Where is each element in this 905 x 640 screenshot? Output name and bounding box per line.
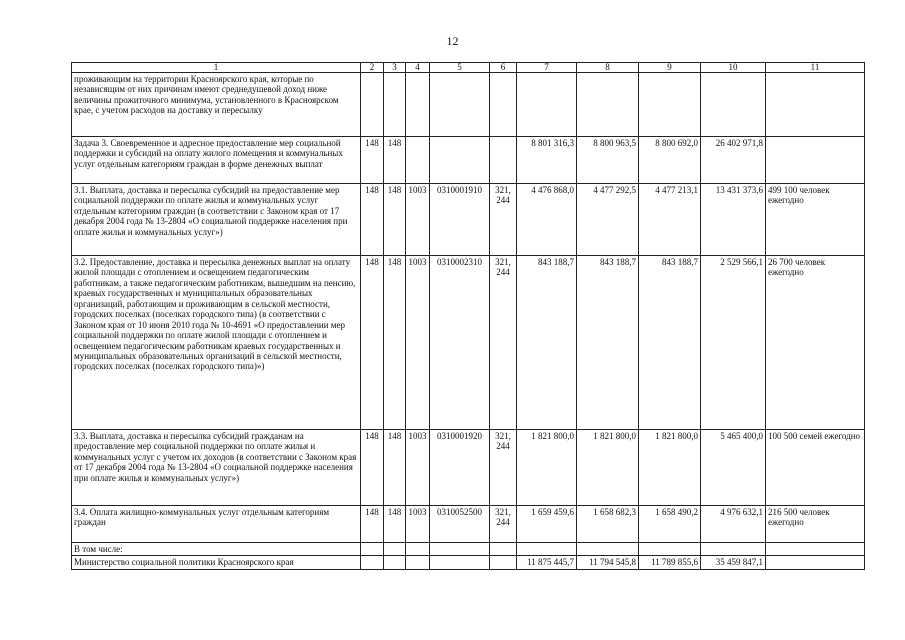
cell-c2: 148 (361, 184, 384, 256)
cell-c5 (430, 556, 490, 569)
cell-c3: 148 (384, 256, 406, 430)
table-row (72, 184, 865, 256)
row-description: проживающим на территории Красноярского края, которые по независящим от них причинам имеют среднедушевой доход ниже величины прожиточного минимума, установленного в Красноярском крае, с учетом расходов на доставку и пересылку (72, 73, 361, 137)
cell-c6: 321, 244 (490, 506, 517, 543)
cell-c4 (406, 556, 430, 569)
cell-c8: 11 794 545,8 (577, 556, 639, 569)
header-cell: 3 (384, 63, 406, 73)
header-cell: 1 (72, 63, 361, 73)
cell-c3: 148 (384, 184, 406, 256)
cell-c2 (361, 543, 384, 556)
row-description: 3.3. Выплата, доставка и пересылка субсидий гражданам на предоставление мер социальной поддержки по оплате жилья и коммунальных услуг с учетом их доходов (в соответствии с Законом края от 17 декабря 2004 года № 13-2804 «О социальной поддержке населения при оплате жилья и коммунальных услуг») (72, 430, 361, 506)
header-cell: 2 (361, 63, 384, 73)
table-row (72, 543, 865, 556)
cell-c7: 1 659 459,6 (517, 506, 577, 543)
cell-c2: 148 (361, 430, 384, 506)
cell-c8 (577, 543, 639, 556)
cell-c4: 1003 (406, 184, 430, 256)
cell-c10: 4 976 632,1 (701, 506, 766, 543)
cell-c3 (384, 543, 406, 556)
cell-c8: 4 477 292,5 (577, 184, 639, 256)
cell-c9: 1 821 800,0 (639, 430, 701, 506)
cell-c2: 148 (361, 506, 384, 543)
cell-c11 (766, 73, 865, 137)
cell-c10: 5 465 400,0 (701, 430, 766, 506)
table-row (72, 137, 865, 184)
cell-c11: 26 700 человек ежегодно (766, 256, 865, 430)
row-description: В том числе: (72, 543, 361, 556)
cell-c6: 321, 244 (490, 430, 517, 506)
cell-c3 (384, 556, 406, 569)
table-row (72, 73, 865, 137)
cell-c7: 8 801 316,3 (517, 137, 577, 184)
page-number: 12 (446, 34, 459, 48)
cell-c9 (639, 543, 701, 556)
cell-c11: 216 500 человек ежегодно (766, 506, 865, 543)
row-description: 3.2. Предоставление, доставка и пересылка денежных выплат на оплату жилой площади с отоплением и освещением педагогическим работникам, а также педагогическим работникам, вышедшим на пенсию, краевых государственных и муниципальных образовательных организаций, работающим и проживающим в сельской местности, городских поселках (поселках городского типа) (в соответствии с Законом края от 10 июня 2010 года № 10-4691 «О предоставлении мер социальной поддержки по оплате жилой площади с отоплением и освещением педагогическим работникам краевых государственных и муниципальных образовательных организаций в сельской местности, городских поселках (поселках городского типа)») (72, 256, 361, 430)
table-row (72, 430, 865, 506)
row-description: 3.1. Выплата, доставка и пересылка субсидий на предоставление мер социальной поддержки по оплате жилья и коммунальных услуг отдельным категориям граждан (в соответствии с Законом края от 17 декабря 2004 года № 13-2804 «О социальной поддержке населения при оплате жилья и коммунальных услуг») (72, 184, 361, 256)
cell-c11: 499 100 человек ежегодно (766, 184, 865, 256)
cell-c7: 1 821 800,0 (517, 430, 577, 506)
cell-c9: 843 188,7 (639, 256, 701, 430)
cell-c10 (701, 73, 766, 137)
cell-c10: 35 459 847,1 (701, 556, 766, 569)
cell-c4: 1003 (406, 506, 430, 543)
budget-table (71, 62, 865, 570)
cell-c4 (406, 137, 430, 184)
cell-c6 (490, 556, 517, 569)
cell-c10 (701, 543, 766, 556)
cell-c9: 4 477 213,1 (639, 184, 701, 256)
cell-c2: 148 (361, 256, 384, 430)
cell-c11: 100 500 семей ежегодно (766, 430, 865, 506)
cell-c9: 8 800 692,0 (639, 137, 701, 184)
cell-c4 (406, 73, 430, 137)
cell-c9: 1 658 490,2 (639, 506, 701, 543)
cell-c3: 148 (384, 506, 406, 543)
table-row (72, 256, 865, 430)
cell-c7: 11 875 445,7 (517, 556, 577, 569)
cell-c5: 0310052500 (430, 506, 490, 543)
cell-c5 (430, 73, 490, 137)
cell-c6 (490, 543, 517, 556)
cell-c8: 8 800 963,5 (577, 137, 639, 184)
cell-c11 (766, 556, 865, 569)
cell-c10: 26 402 971,8 (701, 137, 766, 184)
cell-c11 (766, 543, 865, 556)
cell-c6: 321, 244 (490, 184, 517, 256)
cell-c6 (490, 137, 517, 184)
cell-c6: 321, 244 (490, 256, 517, 430)
cell-c5 (430, 543, 490, 556)
cell-c8 (577, 73, 639, 137)
row-description: Министерство социальной политики Красноярского края (72, 556, 361, 569)
table-row (72, 506, 865, 543)
header-cell: 10 (701, 63, 766, 73)
header-cell: 11 (766, 63, 865, 73)
cell-c5: 0310002310 (430, 256, 490, 430)
cell-c10: 13 431 373,6 (701, 184, 766, 256)
cell-c4: 1003 (406, 256, 430, 430)
cell-c7 (517, 543, 577, 556)
row-description: Задача 3. Своевременное и адресное предоставление мер социальной поддержки и субсидий на оплату жилого помещения и коммунальных услуг отдельным категориям граждан в форме денежных выплат (72, 137, 361, 184)
cell-c8: 1 821 800,0 (577, 430, 639, 506)
cell-c9 (639, 73, 701, 137)
cell-c4: 1003 (406, 430, 430, 506)
cell-c2 (361, 556, 384, 569)
cell-c6 (490, 73, 517, 137)
cell-c4 (406, 543, 430, 556)
row-description: 3.4. Оплата жилищно-коммунальных услуг отдельным категориям граждан (72, 506, 361, 543)
cell-c3: 148 (384, 137, 406, 184)
cell-c8: 843 188,7 (577, 256, 639, 430)
header-cell: 4 (406, 63, 430, 73)
header-cell: 7 (517, 63, 577, 73)
cell-c5 (430, 137, 490, 184)
cell-c8: 1 658 682,3 (577, 506, 639, 543)
cell-c3: 148 (384, 430, 406, 506)
header-cell: 9 (639, 63, 701, 73)
table-row (72, 556, 865, 569)
cell-c10: 2 529 566,1 (701, 256, 766, 430)
table-header-row (72, 63, 865, 73)
header-cell: 6 (490, 63, 517, 73)
cell-c7: 4 476 868,0 (517, 184, 577, 256)
cell-c2: 148 (361, 137, 384, 184)
cell-c11 (766, 137, 865, 184)
cell-c5: 0310001910 (430, 184, 490, 256)
cell-c9: 11 789 855,6 (639, 556, 701, 569)
cell-c7 (517, 73, 577, 137)
header-cell: 8 (577, 63, 639, 73)
header-cell: 5 (430, 63, 490, 73)
cell-c3 (384, 73, 406, 137)
cell-c7: 843 188,7 (517, 256, 577, 430)
cell-c5: 0310001920 (430, 430, 490, 506)
cell-c2 (361, 73, 384, 137)
